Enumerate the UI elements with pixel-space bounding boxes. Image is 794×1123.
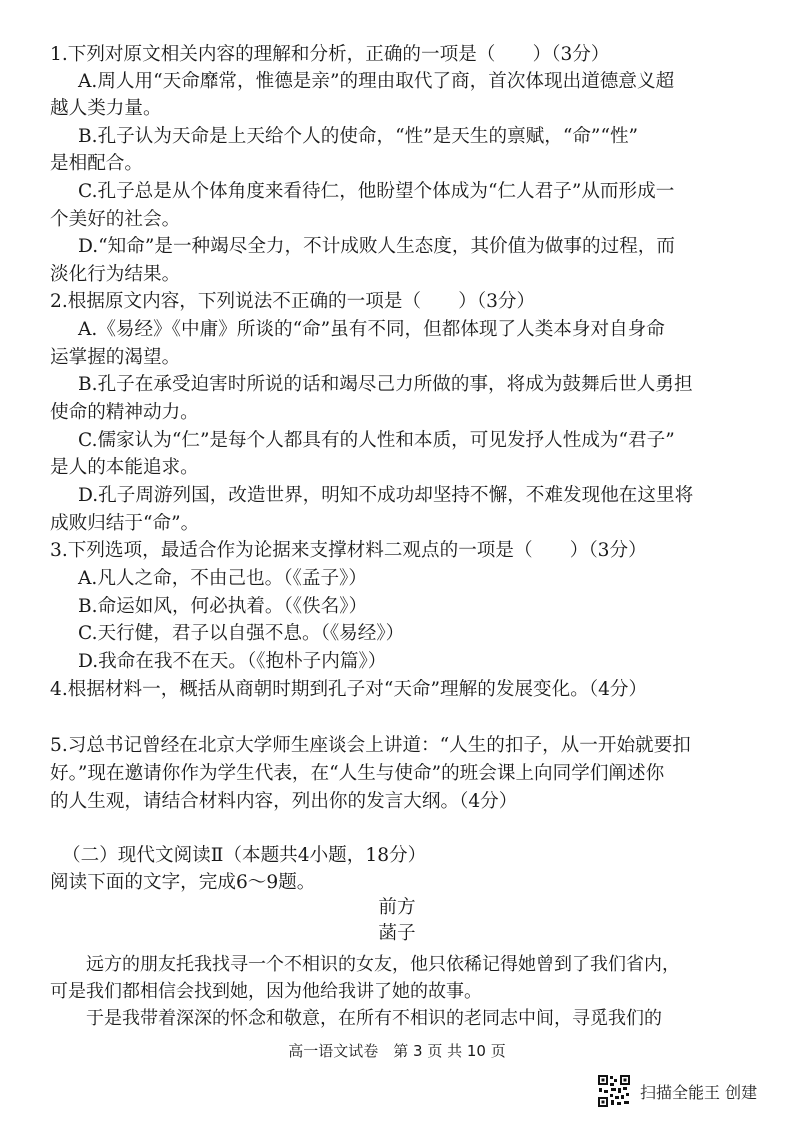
q2-option-c: C.儒家认为“仁”是每个人都具有的人性和本质，可见发抒人性成为“君子”	[78, 430, 675, 451]
q3-option-a: A.凡人之命，不由己也。（《孟子》）	[78, 568, 367, 589]
q1-option-c: C.孔子总是从个体角度来看待仁，他盼望个体成为“仁人君子”从而形成一	[78, 181, 675, 202]
q5-line-2: 好。”现在邀请你作为学生代表，在“人生与使命”的班会课上向同学们阐述你	[50, 763, 665, 784]
q2-option-c-cont: 是人的本能追求。	[50, 457, 199, 478]
q5-line-1: 5.习总书记曾经在北京大学师生座谈会上讲道：“人生的扣子，从一开始就要扣	[50, 735, 691, 756]
q4-stem: 4.根据材料一，概括从商朝时期到孔子对“天命”理解的发展变化。（4分）	[50, 679, 648, 700]
article-author: 菡子	[378, 923, 416, 944]
article-paragraph-2: 于是我带着深深的怀念和敬意，在所有不相识的老同志中间，寻觅我们的	[86, 1008, 662, 1029]
q1-option-c-cont: 个美好的社会。	[50, 209, 181, 230]
article-title: 前方	[378, 897, 416, 918]
q2-option-a-cont: 运掌握的渴望。	[50, 347, 181, 368]
q1-option-a: A.周人用“天命靡常，惟德是亲”的理由取代了商，首次体现出道德意义超	[78, 71, 675, 92]
q1-option-d-cont: 淡化行为结果。	[50, 264, 181, 285]
q3-option-b: B.命运如风，何必执着。（《佚名》）	[78, 596, 368, 617]
q5-line-3: 的人生观，请结合材料内容，列出你的发言大纲。（4分）	[50, 791, 518, 812]
q2-option-b: B.孔子在承受迫害时所说的话和竭尽己力所做的事，将成为鼓舞后世人勇担	[78, 374, 693, 395]
q3-option-c: C.天行健，君子以自强不息。（《易经》）	[78, 623, 405, 644]
q2-option-a: A.《易经》《中庸》所谈的“命”虽有不同，但都体现了人类本身对自身命	[78, 319, 665, 340]
q3-stem: 3.下列选项，最适合作为论据来支撑材料二观点的一项是（ ）（3分）	[50, 540, 647, 561]
scanner-watermark: 扫描全能王 创建	[640, 1083, 758, 1102]
qr-code-icon	[597, 1074, 631, 1108]
page-footer: 高一语文试卷 第 3 页 共 10 页	[288, 1042, 506, 1060]
q1-option-d: D.“知命”是一种竭尽全力，不计成败人生态度，其价值为做事的过程，而	[78, 236, 675, 257]
q1-option-b: B.孔子认为天命是上天给个人的使命，“性”是天生的禀赋，“命”“性”	[78, 126, 639, 147]
q3-option-d: D.我命在我不在天。（《抱朴子内篇》）	[78, 651, 387, 672]
article-paragraph-1: 远方的朋友托我找寻一个不相识的女友，他只依稀记得她曾到了我们省内，	[86, 954, 680, 975]
q2-option-b-cont: 使命的精神动力。	[50, 402, 199, 423]
article-paragraph-1-cont: 可是我们都相信会找到她，因为他给我讲了她的故事。	[50, 981, 482, 1002]
section-instruction: 阅读下面的文字，完成6～9题。	[50, 872, 316, 893]
section-heading: （二）现代文阅读Ⅱ（本题共4小题，18分）	[62, 845, 427, 866]
q1-option-a-cont: 越人类力量。	[50, 98, 162, 119]
q2-option-d: D.孔子周游列国，改造世界，明知不成功却坚持不懈，不难发现他在这里将	[78, 485, 694, 506]
q2-option-d-cont: 成败归结于“命”。	[50, 513, 200, 534]
q1-stem: 1.下列对原文相关内容的理解和分析，正确的一项是（ ）（3分）	[50, 44, 610, 65]
q2-stem: 2.根据原文内容，下列说法不正确的一项是（ ）（3分）	[50, 291, 536, 312]
q1-option-b-cont: 是相配合。	[50, 153, 143, 174]
